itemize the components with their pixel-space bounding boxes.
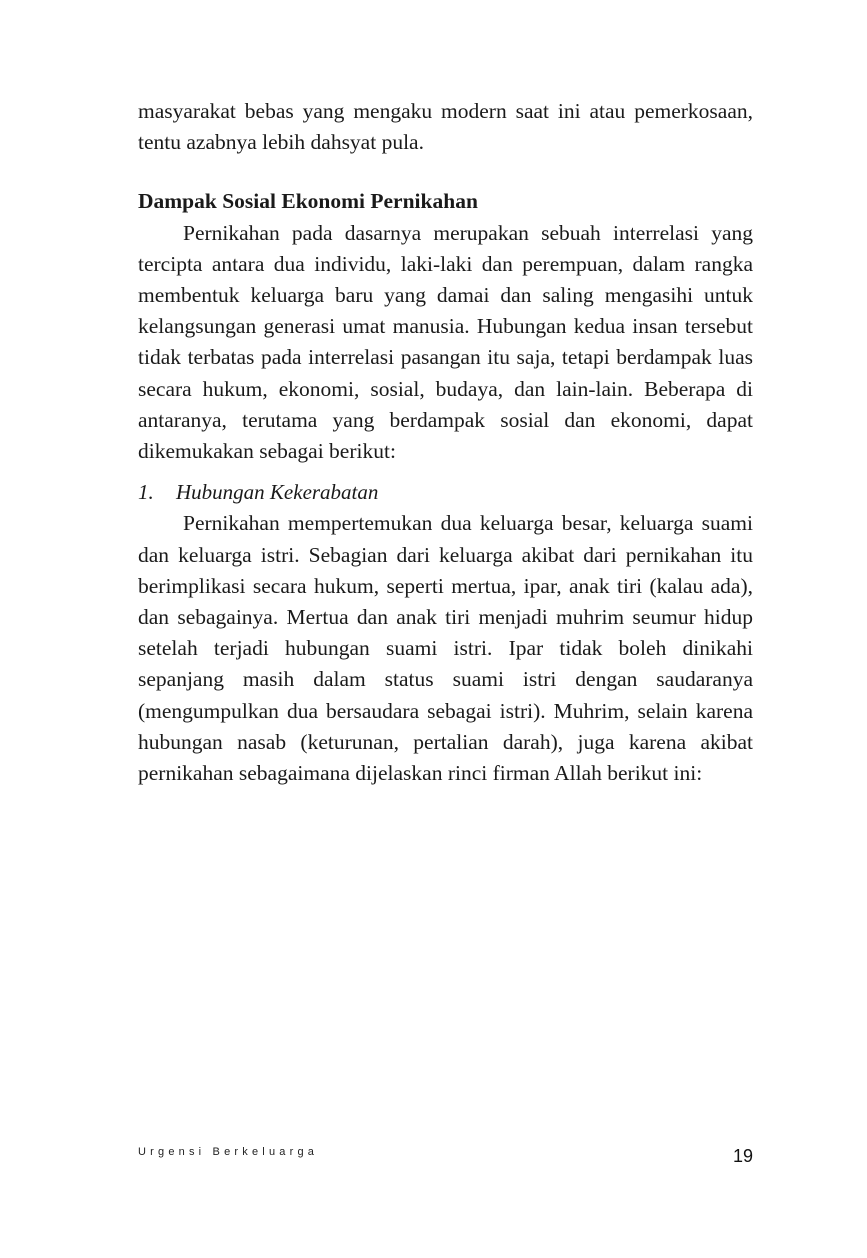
footer-book-title: Urgensi Berkeluarga [138, 1146, 319, 1158]
paragraph-kekerabatan: Pernikahan mempertemukan dua keluarga besar, keluarga suami dan keluarga istri. Sebagian dari keluarga akibat dari pernikahan itu berimplikasi secara hukum, seperti mertua, ipar, anak tiri (kalau ada), dan sebagainya. Mertua dan anak tiri menjadi muhrim seumur hidup setelah terjadi hubungan suami istri. Ipar tidak boleh dinikahi sepanjang masih dalam status suami istri dengan saudaranya (mengumpulkan dua bersaudara sebagai istri). Muhrim, selain karena hubungan nasab (keturunan, pertalian darah), juga karena akibat pernikahan sebagaimana dijelaskan rinci firman Allah berikut ini: [138, 511, 753, 786]
subheading-number: 1. [138, 480, 154, 505]
subheading [138, 477, 753, 508]
section-heading: Dampak Sosial Ekonomi Pernikahan [138, 189, 478, 214]
paragraph-intro: Pernikahan pada dasarnya merupakan sebuah interrelasi yang tercipta antara dua individu, laki-laki dan perempuan, dalam rangka membentuk keluarga baru yang damai dan saling mengasihi untuk kelangsungan generasi umat manusia. Hubungan kedua insan tersebut tidak terbatas pada interrelasi pasangan itu saja, tetapi berdampak luas secara hukum, ekonomi, sosial, budaya, dan lain-lain. Beberapa di antaranya, terutama yang berdampak sosial dan ekonomi, dapat dikemukakan sebagai berikut: [138, 220, 753, 464]
paragraph-continued: masyarakat bebas yang mengaku modern saat ini atau pemerkosaan, tentu azabnya lebih dahsyat pula. [138, 99, 753, 155]
subheading-title: Hubungan Kekerabatan [176, 480, 379, 505]
footer-page-number: 19 [732, 1146, 753, 1166]
page-body [138, 96, 753, 789]
